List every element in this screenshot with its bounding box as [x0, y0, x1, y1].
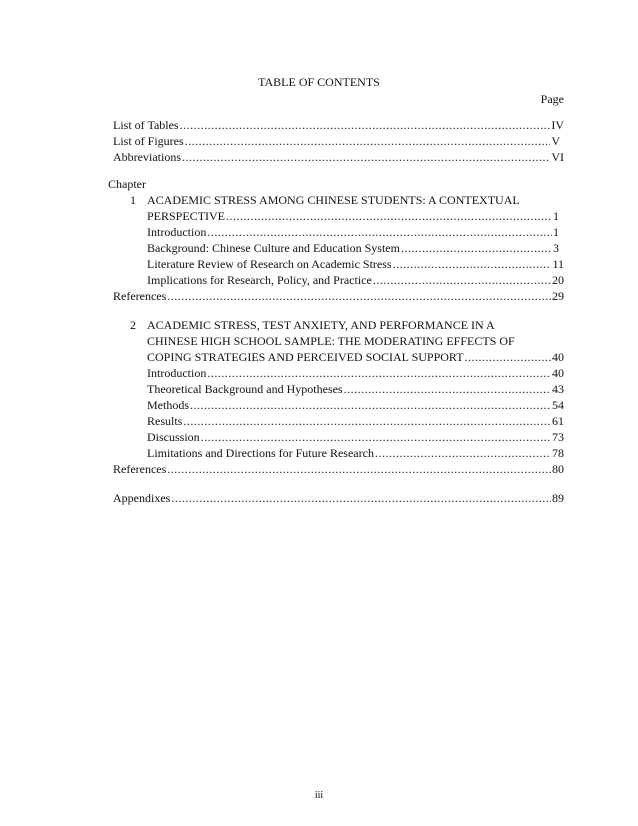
page-column-header: Page	[540, 92, 564, 106]
toc-entry-ch2-references: References ..... 80	[113, 462, 564, 476]
chapter-2-number: 2	[130, 318, 136, 332]
toc-entry-ch2-theoretical-background: Theoretical Background and Hypotheses ..... 43	[147, 382, 564, 396]
chapter-1-number: 1	[130, 193, 136, 207]
page-number-footer: iii	[314, 790, 324, 801]
toc-entry-ch2-limitations: Limitations and Directions for Future Research ..... 78	[147, 446, 564, 460]
toc-entry-ch2-results: Results ..... 61	[147, 414, 564, 428]
toc-entry-list-of-tables: List of Tables ..... IV	[113, 118, 564, 132]
toc-title: TABLE OF CONTENTS	[258, 75, 380, 89]
toc-entry-ch2-introduction: Introduction ..... 40	[147, 366, 564, 380]
toc-entry-ch1-literature-review: Literature Review of Research on Academic Stress ..... 11	[147, 257, 564, 271]
toc-entry-ch1-background: Background: Chinese Culture and Education System ..... 3	[147, 241, 559, 255]
toc-entry-ch1-references: References ..... 29	[113, 289, 564, 303]
chapter-2-title-line1: ACADEMIC STRESS, TEST ANXIETY, AND PERFORMANCE IN A	[147, 318, 495, 332]
chapter-1-title-line2: PERSPECTIVE ..... 1	[147, 209, 559, 223]
toc-entry-ch2-methods: Methods ..... 54	[147, 398, 564, 412]
toc-entry-ch2-discussion: Discussion ..... 73	[147, 430, 564, 444]
chapter-label: Chapter	[108, 177, 146, 191]
toc-entry-abbreviations: Abbreviations ..... VI	[113, 150, 564, 164]
chapter-2-title-line3: COPING STRATEGIES AND PERCEIVED SOCIAL SUPPORT ..... 40	[147, 350, 564, 364]
chapter-1-title-line1: ACADEMIC STRESS AMONG CHINESE STUDENTS: A CONTEXTUAL	[147, 193, 520, 207]
toc-entry-list-of-figures: List of Figures ..... V	[113, 134, 560, 148]
toc-entry-appendixes: Appendixes ..... 89	[113, 491, 564, 505]
chapter-2-title-line2: CHINESE HIGH SCHOOL SAMPLE: THE MODERATING EFFECTS OF	[147, 334, 515, 348]
toc-entry-ch1-implications: Implications for Research, Policy, and Practice ..... 20	[147, 273, 564, 287]
toc-entry-ch1-introduction: Introduction ..... 1	[147, 225, 559, 239]
